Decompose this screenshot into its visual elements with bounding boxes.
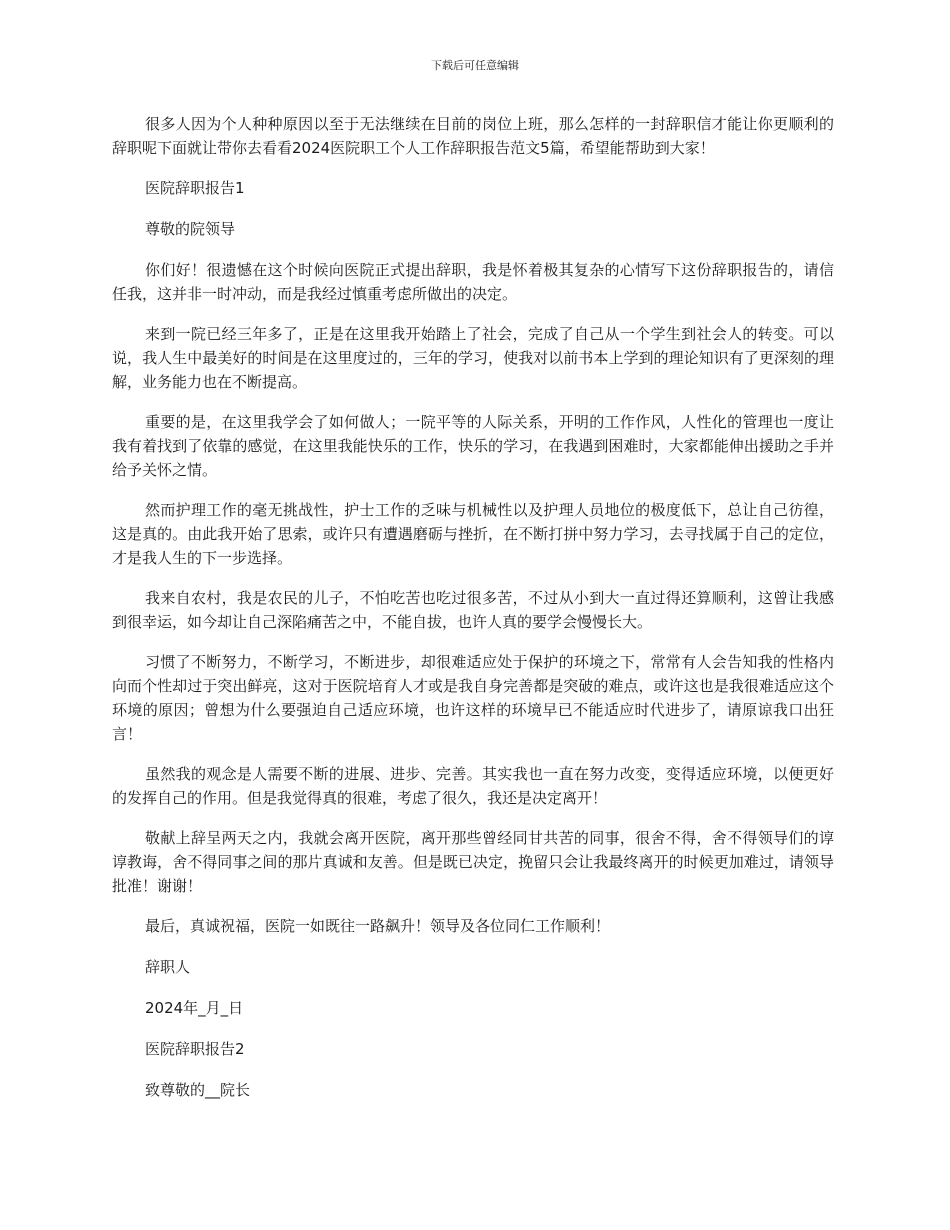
report-1-paragraph: 我来自农村，我是农民的儿子，不怕吃苦也吃过很多苦，不过从小到大一直过得还算顺利，这曾让我感到很幸运，如今却让自己深陷痛苦之中，不能自拔，也许人真的要学会慢慢长大。 [112,589,834,631]
report-1-salutation: 尊敬的院领导 [145,220,236,238]
report-1-paragraph: 你们好！很遗憾在这个时候向医院正式提出辞职，我是怀着极其复杂的心情写下这份辞职报告的，请信任我，这并非一时冲动，而是我经过慎重考虑所做出的决定。 [112,261,834,303]
report-1-paragraph: 敬献上辞呈两天之内，我就会离开医院，离开那些曾经同甘共苦的同事，很舍不得，舍不得领导们的谆谆教诲，舍不得同事之间的那片真诚和友善。但是既已决定，挽留只会让我最终离开的时候更加难过，请领导批准！谢谢！ [112,829,834,895]
report-1-closing: 最后，真诚祝福，医院一如既往一路飙升！领导及各位同仁工作顺利！ [145,917,611,935]
report-1-title: 医院辞职报告1 [145,179,245,197]
report-1-paragraph: 来到一院已经三年多了，正是在这里我开始踏上了社会，完成了自己从一个学生到社会人的转变。可以说，我人生中最美好的时间是在这里度过的，三年的学习，使我对以前书本上学到的理论知识有了更深刻的理解，业务能力也在不断提高。 [112,325,834,391]
page-header: 下载后可任意编辑 [431,59,519,72]
report-1-paragraph: 习惯了不断努力，不断学习，不断进步，却很难适应处于保护的环境之下，常常有人会告知我的性格内向而个性却过于突出鲜亮，这对于医院培育人才或是我自身完善都是突破的难点，或许这也是我很难适应这个环境的原因；曾想为什么要强迫自己适应环境，也许这样的环境早已不能适应时代进步了，请原谅我口出狂言！ [112,653,834,743]
report-1-paragraph: 重要的是，在这里我学会了如何做人；一院平等的人际关系，开明的工作作风，人性化的管理也一度让我有着找到了依靠的感觉，在这里我能快乐的工作，快乐的学习，在我遇到困难时，大家都能伸出援助之手并给予关怀之情。 [112,413,834,479]
report-1-paragraph: 虽然我的观念是人需要不断的进展、进步、完善。其实我也一直在努力改变，变得适应环境，以便更好的发挥自己的作用。但是我觉得真的很难，考虑了很久，我还是决定离开！ [112,765,834,807]
report-1-date: 2024年_月_日 [145,999,244,1017]
report-2-salutation: 致尊敬的__院长 [145,1081,251,1099]
document-body [112,112,834,1119]
report-1-signer: 辞职人 [145,958,191,976]
report-2-title: 医院辞职报告2 [145,1040,245,1058]
intro-paragraph: 很多人因为个人种种原因以至于无法继续在目前的岗位上班，那么怎样的一封辞职信才能让你更顺利的辞职呢下面就让带你去看看2024医院职工个人工作辞职报告范文5篇，希望能帮助到大家！ [112,115,834,157]
report-1-paragraph: 然而护理工作的毫无挑战性，护士工作的乏味与机械性以及护理人员地位的极度低下，总让自己彷徨，这是真的。由此我开始了思索，或许只有遭遇磨砺与挫折，在不断打拼中努力学习，去寻找属于自己的定位，才是我人生的下一步选择。 [112,501,834,567]
